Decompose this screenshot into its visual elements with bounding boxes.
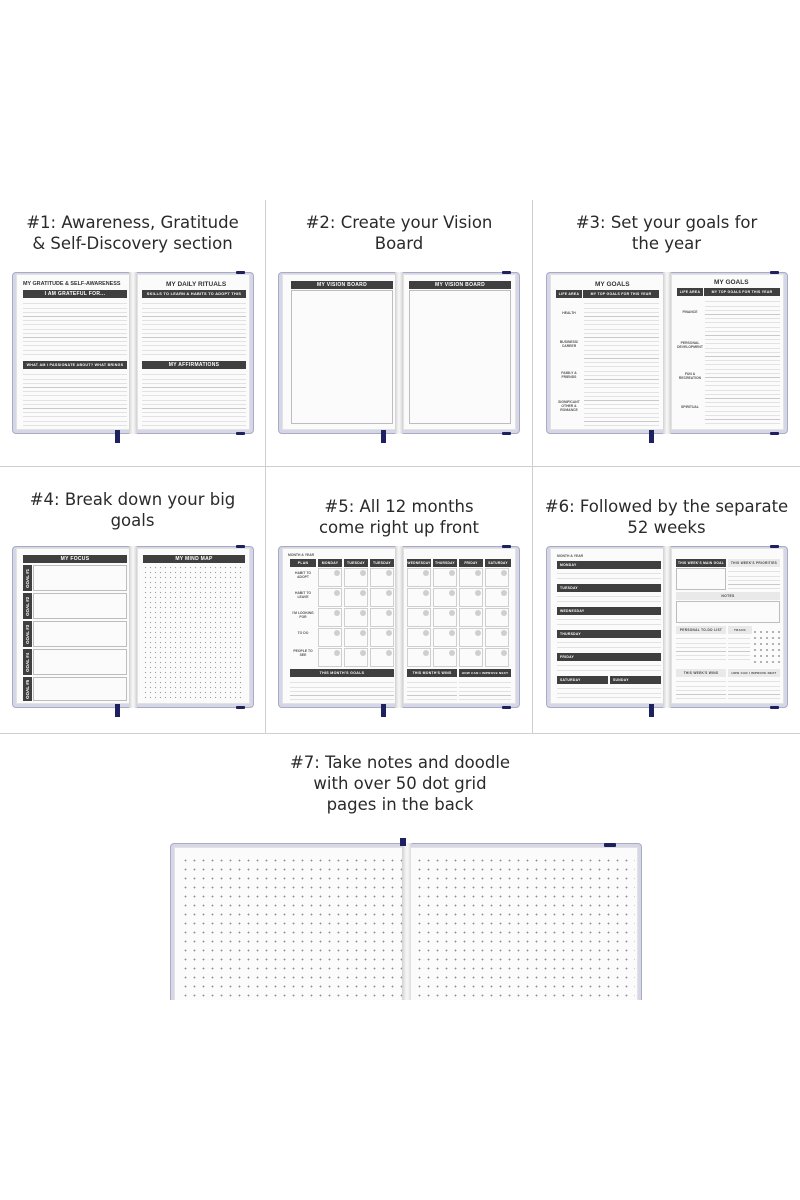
writing-lines: [557, 662, 661, 674]
section-header: MY VISION BOARD: [409, 281, 511, 289]
date-circle: [334, 610, 340, 616]
writing-lines: [407, 679, 457, 701]
month-year-label: MONTH & YEAR: [288, 553, 315, 557]
right-page: [410, 847, 638, 1000]
ribbon-bookmark: [115, 430, 120, 443]
date-circle: [360, 590, 366, 596]
section-header: NOTES: [676, 592, 780, 600]
right-page: [403, 548, 516, 704]
elastic-band: [236, 271, 245, 274]
goal-box: [33, 677, 127, 701]
col-header-life-area: LIFE AREA: [677, 288, 703, 296]
date-circle: [501, 570, 507, 576]
notebook-goals: [546, 272, 788, 434]
life-area-label: PERSONAL DEVELOPMENT: [677, 341, 703, 349]
date-circle: [501, 630, 507, 636]
section-header: THIS WEEK'S PRIORITIES: [728, 559, 780, 567]
writing-lines: [142, 371, 246, 427]
date-circle: [449, 630, 455, 636]
section-header: THIS MONTH'S WINS: [407, 669, 457, 677]
date-circle: [423, 610, 429, 616]
writing-lines: [676, 678, 726, 700]
goal-tab: GOAL #4: [23, 649, 32, 675]
day-header: TUESDAY: [344, 559, 368, 567]
life-area-label: BUSINESS/ CAREER: [559, 340, 579, 348]
date-circle: [386, 590, 392, 596]
habit-tracker: [752, 629, 780, 663]
date-circle: [449, 650, 455, 656]
date-circle: [334, 570, 340, 576]
page-title: MY GRATITUDE & SELF-AWARENESS: [23, 281, 121, 287]
date-circle: [475, 570, 481, 576]
elastic-band: [770, 432, 779, 435]
goal-box: [33, 649, 127, 675]
notebook-monthly: [278, 546, 520, 708]
notebook-dot-grid: [170, 843, 642, 1000]
section-header: WHAT AM I PASSIONATE ABOUT? WHAT BRINGS: [23, 361, 127, 369]
goal-tab: GOAL #2: [23, 593, 32, 619]
gutter: [663, 272, 671, 434]
caption-6: #6: Followed by the separate 52 weeks: [544, 497, 789, 537]
date-circle: [360, 570, 366, 576]
date-circle: [423, 630, 429, 636]
day-header: WEDNESDAY: [407, 561, 431, 565]
elastic-band: [236, 432, 245, 435]
page-title: MY GOALS: [714, 279, 749, 286]
writing-lines: [676, 635, 726, 663]
notebook-focus: [12, 546, 254, 708]
goal-box: [33, 621, 127, 647]
vision-board-area: [291, 290, 393, 424]
grid-divider: [0, 733, 800, 734]
day-header: WEDNESDAY: [557, 607, 661, 615]
elastic-band: [770, 545, 779, 548]
date-circle: [475, 610, 481, 616]
date-circle: [449, 590, 455, 596]
section-header: MY FOCUS: [23, 555, 127, 563]
left-page: [282, 274, 399, 430]
date-circle: [360, 630, 366, 636]
date-circle: [501, 650, 507, 656]
elastic-band: [770, 706, 779, 709]
date-circle: [501, 590, 507, 596]
life-area-label: FUN & RECREATION: [678, 372, 702, 380]
date-circle: [386, 650, 392, 656]
date-circle: [360, 650, 366, 656]
day-header: SATURDAY: [485, 559, 511, 567]
date-circle: [386, 610, 392, 616]
writing-lines: [23, 371, 127, 427]
goal-tab: GOAL #3: [23, 621, 32, 647]
day-header: THURSDAY: [433, 559, 457, 567]
writing-lines: [728, 635, 750, 663]
writing-lines: [557, 639, 661, 651]
writing-lines: [728, 678, 780, 700]
page-title: MY GOALS: [595, 281, 630, 288]
gutter: [395, 546, 403, 708]
notes-box: [676, 601, 780, 623]
elastic-band: [502, 432, 511, 435]
writing-lines: [290, 679, 394, 701]
section-header: MY MIND MAP: [143, 555, 245, 563]
date-circle: [475, 630, 481, 636]
section-header: THIS WEEK'S MAIN GOAL: [677, 561, 725, 565]
writing-lines: [459, 679, 511, 701]
right-page: [137, 548, 250, 704]
date-circle: [386, 570, 392, 576]
elastic-band: [502, 706, 511, 709]
section-header: SKILLS TO LEARN & HABITS TO ADOPT THIS: [142, 290, 246, 298]
date-circle: [423, 570, 429, 576]
left-page: [16, 548, 133, 704]
left-page: [550, 274, 667, 430]
ribbon-bookmark: [400, 838, 406, 846]
life-area-label: SPIRITUAL: [681, 405, 699, 409]
goal-box: [33, 593, 127, 619]
day-header: SATURDAY: [557, 676, 608, 684]
month-year-label: MONTH & YEAR: [557, 554, 584, 558]
grid-divider: [0, 466, 800, 467]
date-circle: [449, 610, 455, 616]
date-circle: [475, 650, 481, 656]
section-header: I AM GRATEFUL FOR...: [23, 290, 127, 298]
writing-lines: [557, 616, 661, 628]
gutter: [663, 546, 671, 708]
caption-7: #7: Take notes and doodle with over 50 dot grid pages in the back: [289, 753, 511, 814]
life-area-label: FAMILY & FRIENDS: [561, 371, 577, 379]
row-label: HABIT TO ADOPT: [295, 571, 311, 579]
writing-lines: [23, 300, 127, 358]
day-header: THURSDAY: [557, 630, 661, 638]
dot-grid: [181, 856, 403, 1000]
date-circle: [475, 590, 481, 596]
date-circle: [334, 590, 340, 596]
writing-lines: [584, 300, 659, 426]
right-page: [671, 274, 784, 430]
section-header: THIS WEEK'S WINS: [676, 669, 726, 677]
writing-lines: [557, 593, 661, 605]
day-header: SUNDAY: [610, 676, 661, 684]
ribbon-bookmark: [115, 704, 120, 717]
date-circle: [386, 630, 392, 636]
date-circle: [449, 570, 455, 576]
dot-grid: [143, 565, 245, 701]
elastic-band: [502, 271, 511, 274]
row-label: TO DO: [297, 631, 309, 635]
row-label: I'M LOOKING FOR: [292, 611, 314, 619]
elastic-band: [604, 843, 616, 847]
goal-tab: GOAL #5: [23, 677, 32, 701]
section-header: PERSONAL TO-DO LIST: [676, 626, 726, 634]
page-title: MY DAILY RITUALS: [166, 281, 227, 288]
day-header: FRIDAY: [557, 653, 661, 661]
section-header: MY VISION BOARD: [291, 281, 393, 289]
date-circle: [334, 630, 340, 636]
life-area-label: SIGNIFICANT OTHER & ROMANCE: [558, 400, 580, 412]
life-area-label: FINANCE: [682, 310, 698, 314]
section-header: HOW CAN I IMPROVE NEXT: [728, 669, 780, 677]
gutter: [395, 272, 403, 434]
row-label: HABIT TO LEAVE: [295, 591, 311, 599]
life-area-label: HEALTH: [562, 311, 576, 315]
vision-board-area: [409, 290, 511, 424]
writing-lines: [557, 685, 661, 701]
elastic-band: [770, 271, 779, 274]
col-header-life-area: LIFE AREA: [556, 290, 582, 298]
ribbon-bookmark: [381, 430, 386, 443]
ribbon-bookmark: [649, 430, 654, 443]
gutter: [129, 272, 137, 434]
col-header-goals: MY TOP GOALS FOR THIS YEAR: [704, 288, 780, 296]
col-header-goals: MY TOP GOALS FOR THIS YEAR: [583, 290, 659, 298]
notebook-weekly: [546, 546, 788, 708]
caption-3: #3: Set your goals for the year: [575, 213, 758, 253]
dot-grid: [415, 856, 635, 1000]
right-page: [137, 274, 250, 430]
section-header: HOW CAN I IMPROVE NEXT: [459, 669, 511, 677]
writing-lines: [705, 298, 780, 426]
section-header: TRACK: [728, 626, 752, 634]
writing-lines: [557, 570, 661, 582]
day-header: FRIDAY: [459, 559, 483, 567]
date-circle: [423, 650, 429, 656]
left-page: [550, 548, 667, 704]
writing-lines: [728, 568, 780, 590]
caption-2: #2: Create your Vision Board: [305, 213, 493, 253]
goal-tab: GOAL #1: [23, 565, 32, 591]
writing-lines: [142, 300, 246, 358]
right-page: [671, 548, 784, 704]
left-page: [174, 847, 406, 1000]
date-circle: [360, 610, 366, 616]
right-page: [403, 274, 516, 430]
elastic-band: [502, 545, 511, 548]
left-page: [282, 548, 399, 704]
day-header: MONDAY: [557, 561, 661, 569]
caption-1: #1: Awareness, Gratitude & Self-Discovery section: [26, 213, 239, 253]
row-label: PEOPLE TO SEE: [293, 649, 313, 657]
section-header: MY AFFIRMATIONS: [142, 361, 246, 369]
date-circle: [334, 650, 340, 656]
date-circle: [423, 590, 429, 596]
day-header: TUESDAY: [557, 584, 661, 592]
ribbon-bookmark: [649, 704, 654, 717]
elastic-band: [236, 706, 245, 709]
left-page: [16, 274, 133, 430]
day-header: MONDAY: [318, 559, 342, 567]
ribbon-bookmark: [381, 704, 386, 717]
caption-4: #4: Break down your big goals: [29, 490, 236, 530]
elastic-band: [236, 545, 245, 548]
caption-5: #5: All 12 months come right up front: [318, 497, 480, 537]
day-header: PLAN: [290, 559, 316, 567]
section-header: THIS MONTH'S GOALS: [290, 669, 394, 677]
notebook-gratitude: [12, 272, 254, 434]
gutter: [129, 546, 137, 708]
main-goal-box: [676, 568, 726, 590]
date-circle: [501, 610, 507, 616]
day-header: TUESDAY: [370, 559, 394, 567]
goal-box: [33, 565, 127, 591]
notebook-vision-board: [278, 272, 520, 434]
